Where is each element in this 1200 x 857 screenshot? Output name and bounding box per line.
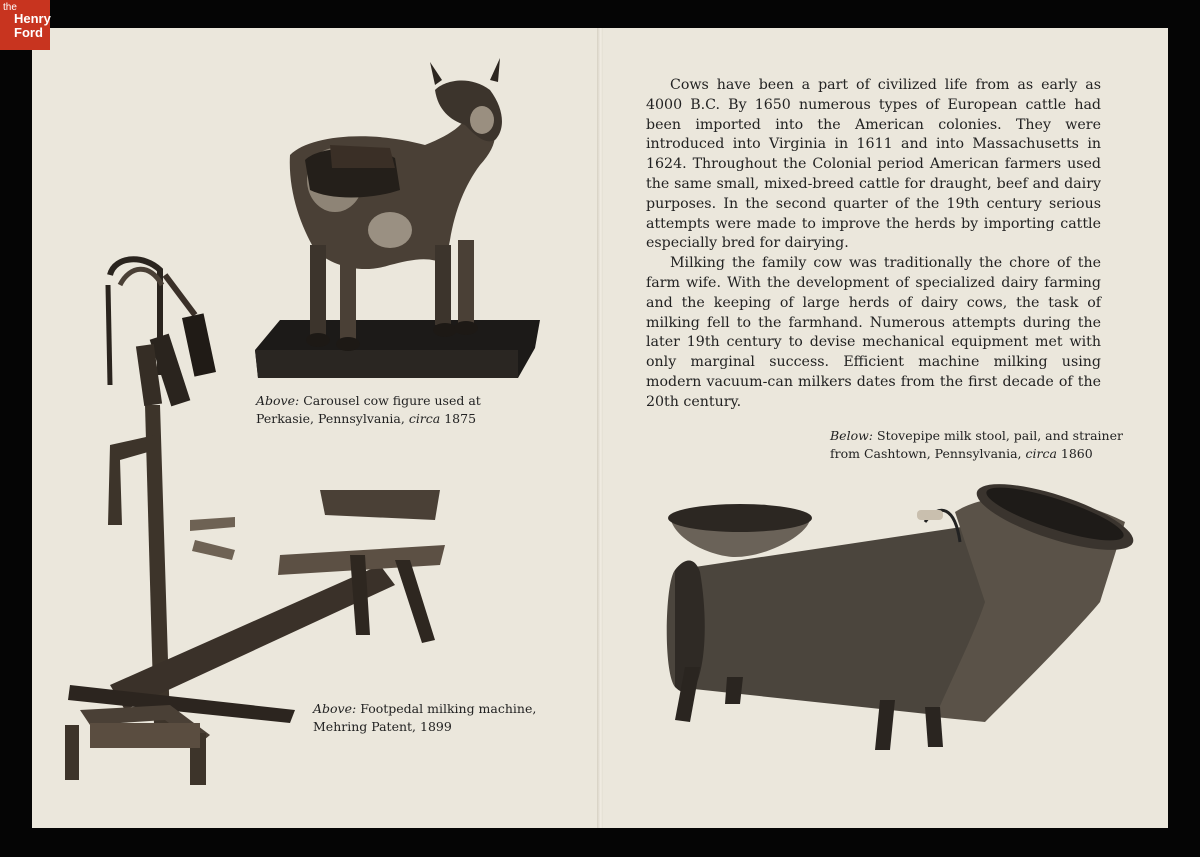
paragraph-1: Cows have been a part of civilized life from as early as 4000 B.C. By 1650 numerous types of European cattle had been imported into the American colonies. They were introduced into Virginia in 1611 and into Massachusetts in 1624. Throughout the Colonial period American farmers used the same small, mixed-breed cattle for draught, beef and dairy purposes. In the second quarter of the 19th century serious attempts were made to improve the herds by importing cattle especially bred for dairying. [646, 77, 1101, 252]
paragraph-2: Milking the family cow was traditionally the chore of the farm wife. With the development of specialized dairy farming and the keeping of large herds of dairy cows, the task of milking fell to the farmhand. Numerous attempts during the later 19th century to devise mechanical equipment met with only marginal success. Efficient machine milking using modern vacuum-can milkers dates from the first decade of the 20th century. [646, 255, 1101, 410]
milk-stool-photo [655, 482, 1145, 754]
cow-caption: Above: Carousel cow figure used at Perkasie, Pennsylvania, circa 1875 [256, 393, 481, 426]
henry-ford-logo: the Henry Ford [0, 0, 50, 50]
milking-machine-caption: Above: Footpedal milking machine, Mehring Patent, 1899 [313, 701, 537, 734]
article-body [646, 76, 1101, 413]
milk-stool-caption: Below: Stovepipe milk stool, pail, and strainer from Cashtown, Pennsylvania, circa 1860 [830, 428, 1123, 461]
